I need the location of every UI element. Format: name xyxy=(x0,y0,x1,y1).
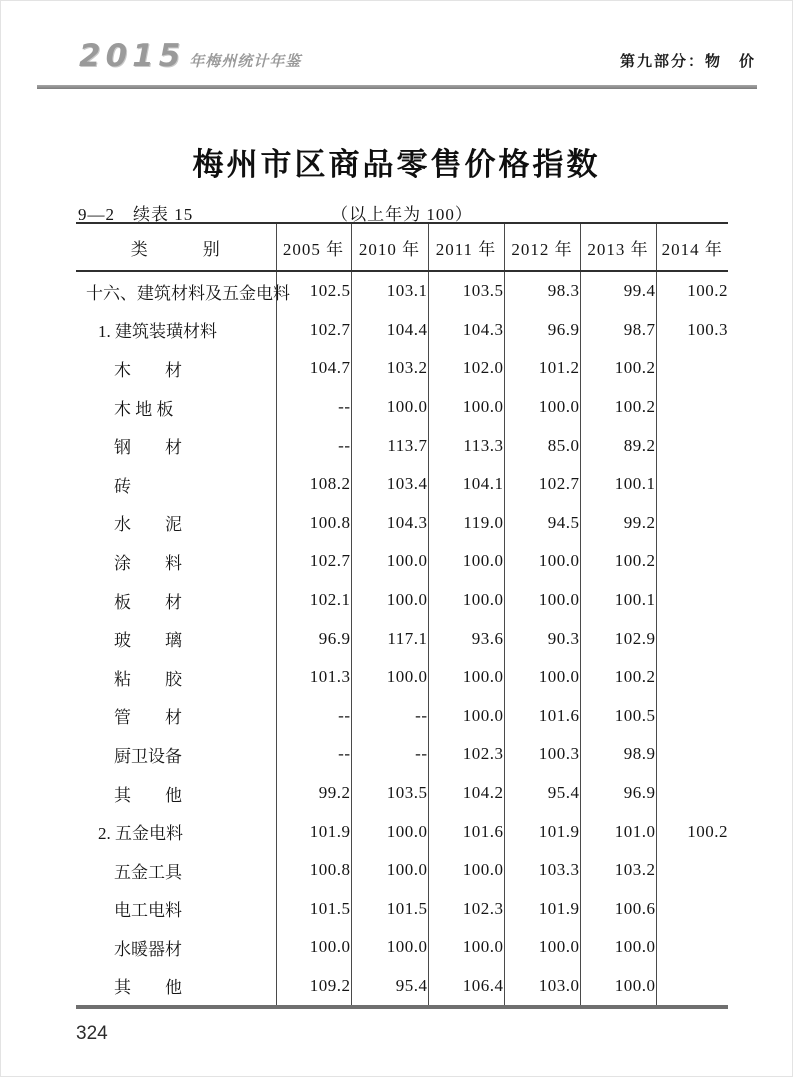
col-header-year: 2010 年 xyxy=(351,223,428,271)
cell-value: 100.0 xyxy=(504,658,580,697)
cell-value xyxy=(656,697,728,736)
cell-value: 101.6 xyxy=(504,697,580,736)
cell-value: -- xyxy=(276,697,351,736)
cell-value: 103.3 xyxy=(504,851,580,890)
cell-value: 100.0 xyxy=(351,851,428,890)
cell-value xyxy=(656,890,728,929)
table-row xyxy=(76,465,728,504)
row-label: 管 材 xyxy=(114,708,182,728)
cell-value: 98.7 xyxy=(580,311,656,350)
table-row xyxy=(76,388,728,427)
row-label: 水暖器材 xyxy=(114,939,182,959)
cell-value: 103.1 xyxy=(351,271,428,311)
cell-value: 100.0 xyxy=(351,658,428,697)
cell-value xyxy=(656,774,728,813)
row-label: 粘 胶 xyxy=(114,669,182,689)
table-row xyxy=(76,349,728,388)
cell-value: 100.2 xyxy=(580,542,656,581)
cell-value xyxy=(656,504,728,543)
cell-value: 100.0 xyxy=(351,812,428,851)
cell-value: 100.0 xyxy=(428,851,504,890)
cell-value: 109.2 xyxy=(276,967,351,1008)
cell-value: 100.0 xyxy=(428,928,504,967)
cell-value: 100.0 xyxy=(580,967,656,1008)
running-header xyxy=(79,38,756,74)
row-label: 木 材 xyxy=(114,360,182,380)
table-row xyxy=(76,504,728,543)
price-index-table xyxy=(76,222,728,1009)
table-row xyxy=(76,967,728,1008)
row-label: 1. 建筑装璜材料 xyxy=(98,322,217,342)
cell-value: 95.4 xyxy=(504,774,580,813)
cell-value: -- xyxy=(276,426,351,465)
table-row xyxy=(76,311,728,350)
cell-value: 117.1 xyxy=(351,619,428,658)
cell-value: 100.5 xyxy=(580,697,656,736)
cell-value: 99.4 xyxy=(580,271,656,311)
table-row xyxy=(76,542,728,581)
cell-value xyxy=(656,465,728,504)
cell-value: 100.0 xyxy=(428,658,504,697)
table-caption-number: 9—2 续表 15 xyxy=(78,205,194,224)
page-title: 梅州市区商品零售价格指数 xyxy=(192,147,601,182)
cell-value: 102.7 xyxy=(276,542,351,581)
cell-value: 102.9 xyxy=(580,619,656,658)
col-header-year: 2013 年 xyxy=(580,223,656,271)
cell-value: 101.5 xyxy=(276,890,351,929)
table-header xyxy=(76,223,728,271)
cell-value: 102.3 xyxy=(428,890,504,929)
cell-value: 100.0 xyxy=(428,542,504,581)
cell-value: 101.9 xyxy=(504,890,580,929)
cell-value: 101.6 xyxy=(428,812,504,851)
cell-value: 100.3 xyxy=(504,735,580,774)
cell-value: 99.2 xyxy=(580,504,656,543)
cell-value: 100.2 xyxy=(580,349,656,388)
cell-value: 100.0 xyxy=(580,928,656,967)
header-rule-divider xyxy=(37,85,757,89)
table-row xyxy=(76,619,728,658)
row-label: 五金工具 xyxy=(114,862,182,882)
cell-value: 102.5 xyxy=(276,271,351,311)
row-label: 水 泥 xyxy=(114,515,182,535)
cell-value: 101.2 xyxy=(504,349,580,388)
cell-value: 100.1 xyxy=(580,465,656,504)
cell-value: 102.0 xyxy=(428,349,504,388)
cell-value: 102.7 xyxy=(504,465,580,504)
row-label: 砖 xyxy=(114,476,131,496)
row-label: 板 材 xyxy=(114,592,182,612)
cell-value: 119.0 xyxy=(428,504,504,543)
cell-value: 100.0 xyxy=(351,581,428,620)
cell-value: 94.5 xyxy=(504,504,580,543)
cell-value xyxy=(656,349,728,388)
cell-value: 100.0 xyxy=(428,581,504,620)
cell-value xyxy=(656,735,728,774)
cell-value: 100.2 xyxy=(580,388,656,427)
cell-value xyxy=(656,619,728,658)
cell-value: 98.9 xyxy=(580,735,656,774)
cell-value: 101.3 xyxy=(276,658,351,697)
cell-value: 113.3 xyxy=(428,426,504,465)
cell-value: 100.1 xyxy=(580,581,656,620)
table-caption-row xyxy=(76,200,728,222)
cell-value: 103.4 xyxy=(351,465,428,504)
yearbook-logo xyxy=(79,38,302,74)
row-label: 玻 璃 xyxy=(114,631,182,651)
cell-value xyxy=(656,658,728,697)
row-label: 其 他 xyxy=(114,978,182,998)
cell-value: 104.4 xyxy=(351,311,428,350)
cell-value: 100.2 xyxy=(580,658,656,697)
cell-value: 100.0 xyxy=(504,928,580,967)
cell-value: -- xyxy=(276,735,351,774)
cell-value xyxy=(656,581,728,620)
cell-value: 100.0 xyxy=(276,928,351,967)
cell-value: 85.0 xyxy=(504,426,580,465)
cell-value xyxy=(656,967,728,1008)
cell-value: 102.3 xyxy=(428,735,504,774)
cell-value: 103.0 xyxy=(504,967,580,1008)
cell-value: 103.5 xyxy=(428,271,504,311)
cell-value: 90.3 xyxy=(504,619,580,658)
row-label: 电工电料 xyxy=(114,901,182,921)
cell-value: 102.1 xyxy=(276,581,351,620)
table-row xyxy=(76,774,728,813)
col-header-year: 2005 年 xyxy=(276,223,351,271)
table-row xyxy=(76,581,728,620)
cell-value: 100.0 xyxy=(351,542,428,581)
cell-value: 103.5 xyxy=(351,774,428,813)
cell-value: 101.5 xyxy=(351,890,428,929)
cell-value: 100.0 xyxy=(428,697,504,736)
cell-value: 100.6 xyxy=(580,890,656,929)
cell-value: -- xyxy=(276,388,351,427)
cell-value: 96.9 xyxy=(276,619,351,658)
cell-value: 104.1 xyxy=(428,465,504,504)
table-row xyxy=(76,851,728,890)
row-label: 十六、建筑材料及五金电料 xyxy=(86,283,290,303)
table-row xyxy=(76,890,728,929)
cell-value: 89.2 xyxy=(580,426,656,465)
cell-value: 100.8 xyxy=(276,851,351,890)
col-header-category: 类 别 xyxy=(130,239,221,259)
cell-value: 106.4 xyxy=(428,967,504,1008)
cell-value: 100.0 xyxy=(351,388,428,427)
cell-value: 101.9 xyxy=(276,812,351,851)
row-label: 其 他 xyxy=(114,785,182,805)
cell-value: 93.6 xyxy=(428,619,504,658)
cell-value: -- xyxy=(351,697,428,736)
cell-value xyxy=(656,388,728,427)
cell-value: 100.3 xyxy=(656,311,728,350)
logo-year-text: 2015 xyxy=(79,38,186,74)
section-label: 第九部分：物 价 xyxy=(619,53,756,70)
cell-value xyxy=(656,542,728,581)
cell-value: 103.2 xyxy=(351,349,428,388)
cell-value: 100.0 xyxy=(428,388,504,427)
cell-value: 100.8 xyxy=(276,504,351,543)
cell-value: 100.2 xyxy=(656,271,728,311)
cell-value: 101.9 xyxy=(504,812,580,851)
cell-value: 100.2 xyxy=(656,812,728,851)
cell-value xyxy=(656,851,728,890)
cell-value xyxy=(656,426,728,465)
table-row xyxy=(76,928,728,967)
cell-value: 102.7 xyxy=(276,311,351,350)
cell-value: 100.0 xyxy=(351,928,428,967)
table-row xyxy=(76,735,728,774)
cell-value xyxy=(656,928,728,967)
cell-value: 95.4 xyxy=(351,967,428,1008)
page-number: 324 xyxy=(76,1023,108,1044)
cell-value: 101.0 xyxy=(580,812,656,851)
table-body xyxy=(76,271,728,1007)
cell-value: 104.7 xyxy=(276,349,351,388)
row-label: 木 地 板 xyxy=(114,399,174,419)
cell-value: 100.0 xyxy=(504,542,580,581)
cell-value: 98.3 xyxy=(504,271,580,311)
col-header-year: 2011 年 xyxy=(428,223,504,271)
table-row xyxy=(76,697,728,736)
cell-value: 113.7 xyxy=(351,426,428,465)
row-label: 厨卫设备 xyxy=(114,746,182,766)
cell-value: 100.0 xyxy=(504,388,580,427)
row-label: 钢 材 xyxy=(114,438,182,458)
col-header-year: 2014 年 xyxy=(656,223,728,271)
table-row xyxy=(76,426,728,465)
cell-value: 104.2 xyxy=(428,774,504,813)
cell-value: 100.0 xyxy=(504,581,580,620)
col-header-year: 2012 年 xyxy=(504,223,580,271)
row-label: 涂 料 xyxy=(114,553,182,573)
table-row xyxy=(76,812,728,851)
table-row xyxy=(76,271,728,311)
row-label: 2. 五金电料 xyxy=(98,824,183,844)
cell-value: 96.9 xyxy=(580,774,656,813)
table-caption-note: （以上年为 100） xyxy=(331,205,473,224)
cell-value: 103.2 xyxy=(580,851,656,890)
cell-value: 99.2 xyxy=(276,774,351,813)
table-row xyxy=(76,658,728,697)
cell-value: 104.3 xyxy=(428,311,504,350)
table-header-row xyxy=(76,223,728,271)
cell-value: 96.9 xyxy=(504,311,580,350)
cell-value: -- xyxy=(351,735,428,774)
cell-value: 104.3 xyxy=(351,504,428,543)
cell-value: 108.2 xyxy=(276,465,351,504)
logo-suffix-text: 年梅州统计年鉴 xyxy=(189,52,302,70)
